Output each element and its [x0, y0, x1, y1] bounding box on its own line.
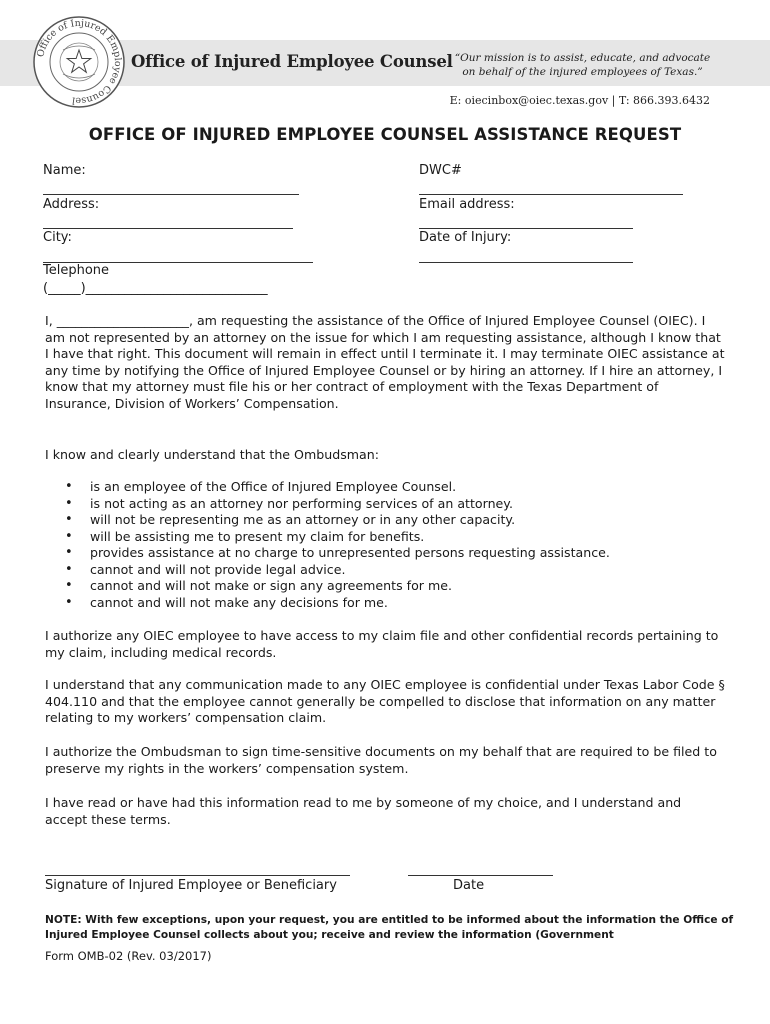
contact-info: E: oiecinbox@oiec.texas.gov | T: 866.393.6432 — [449, 94, 710, 107]
ombudsman-sign-paragraph: I authorize the Ombudsman to sign time-sensitive documents on my behalf that are required to be filed to preserve my rights in the workers’ compensation system. — [45, 744, 717, 776]
confidentiality-paragraph: I understand that any communication made to any OIEC employee is confidential under Texas Labor Code § 404.110 and that the employee cannot generally be compelled to disclose that information on any matter relating to my workers’ compensation claim. — [45, 677, 725, 725]
privacy-note: NOTE: With few exceptions, upon your request, you are entitled to be informed about the information the Office of Injured Employee Counsel collects about you; receive and review the information (Government — [45, 914, 734, 941]
name-line[interactable] — [43, 194, 299, 195]
svg-text:Office of Injured Employee Cou: Office of Injured Employee Counsel — [35, 17, 124, 107]
authorization-paragraph: I authorize any OIEC employee to have access to my claim file and other confidential records pertaining to my claim, including medical records. — [45, 628, 719, 660]
bullet-item: • cannot and will not provide legal advice. — [62, 562, 722, 579]
mission-line-1: “Our mission is to assist, educate, and advocate — [454, 52, 711, 64]
address-line[interactable] — [43, 228, 293, 229]
oiec-seal-logo — [33, 16, 125, 108]
bullet-item: • will not be representing me as an attorney or in any other capacity. — [62, 512, 722, 529]
mission-line-2: on behalf of the injured employees of Texas.” — [462, 66, 703, 78]
email-label: Email address: — [419, 197, 515, 212]
signature-line[interactable] — [45, 875, 350, 876]
document-title: OFFICE OF INJURED EMPLOYEE COUNSEL ASSISTANCE REQUEST — [88, 125, 682, 144]
bullet-item: • is not acting as an attorney nor performing services of an attorney. — [62, 496, 722, 513]
bullet-item: • will be assisting me to present my claim for benefits. — [62, 529, 722, 546]
city-label: City: — [43, 230, 72, 245]
signature-label: Signature of Injured Employee or Beneficiary — [45, 878, 337, 893]
email-line[interactable] — [419, 228, 633, 229]
dwc-line[interactable] — [419, 194, 683, 195]
acceptance-paragraph: I have read or have had this information read to me by someone of my choice, and I understand and accept these terms. — [45, 795, 682, 827]
bullet-item: • cannot and will not make any decisions for me. — [62, 595, 722, 612]
ombudsman-bullet-list — [62, 479, 722, 611]
dwc-label: DWC# — [419, 163, 462, 178]
name-label: Name: — [43, 163, 86, 178]
ombudsman-intro: I know and clearly understand that the Ombudsman: — [45, 447, 379, 462]
org-name: Office of Injured Employee Counsel — [131, 52, 453, 71]
bullet-item: • provides assistance at no charge to unrepresented persons requesting assistance. — [62, 545, 722, 562]
date-label: Date — [453, 878, 485, 893]
telephone-label: Telephone — [43, 263, 110, 278]
mission-statement — [450, 51, 715, 79]
address-label: Address: — [43, 197, 100, 212]
bullet-item: • is an employee of the Office of Injured Employee Counsel. — [62, 479, 722, 496]
date-of-injury-label: Date of Injury: — [419, 230, 512, 245]
request-paragraph: I, _____________________, am requesting the assistance of the Office of Injured Employee Counsel (OIEC). I am not represented by an attorney on the issue for which I am requesting assistance, although I know that I have that right. This document will remain in effect until I terminate it. I may terminate OIEC assistance at any time by notifying the Office of Injured Employee Counsel or by hiring an attorney. If I hire an attorney, I know that my attorney must file his or her contract of employment with the Texas Department of Insurance, Division of Workers’ Compensation. — [45, 313, 725, 411]
date-of-injury-line[interactable] — [419, 262, 633, 263]
form-number: Form OMB-02 (Rev. 03/2017) — [45, 949, 212, 963]
bullet-item: • cannot and will not make or sign any agreements for me. — [62, 578, 722, 595]
telephone-line[interactable]: (_____)____________________________ — [43, 281, 268, 296]
date-line[interactable] — [408, 875, 553, 876]
